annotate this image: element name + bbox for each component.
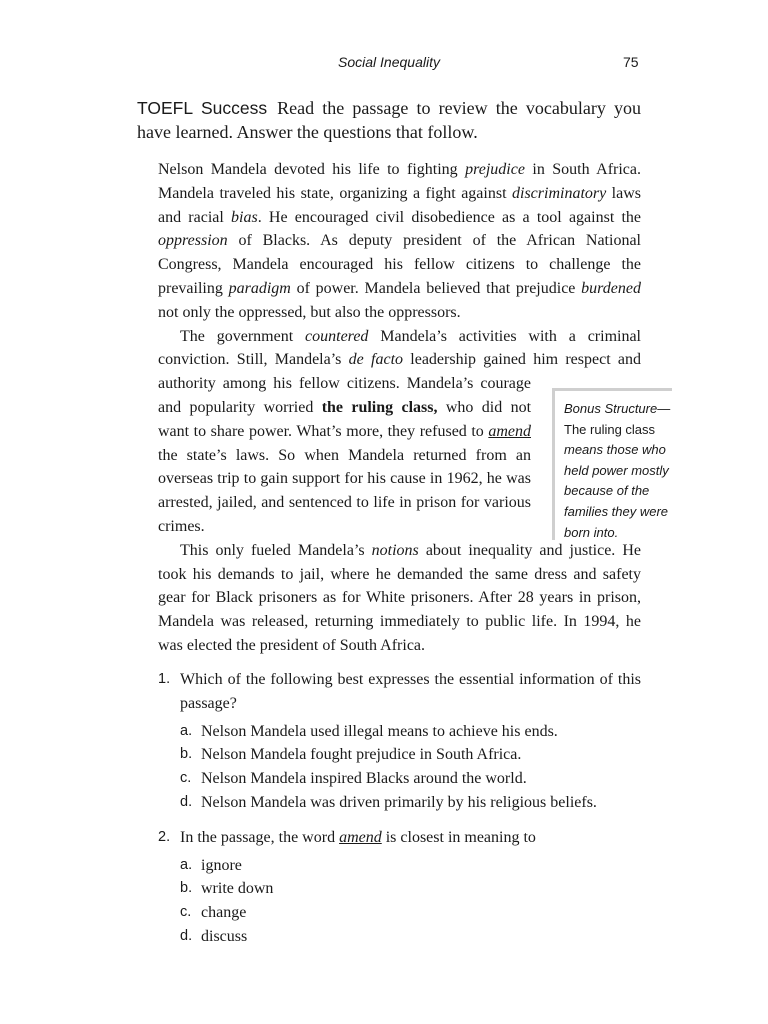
vocab-word: oppression (158, 232, 228, 250)
option-letter: b. (180, 880, 193, 897)
option-letter: d. (180, 927, 193, 944)
answer-option[interactable] (180, 743, 641, 767)
sidebar-definition: means those who held power mostly because of the families they were born into. (564, 442, 669, 540)
question-list (158, 668, 641, 949)
option-text: Nelson Mandela was driven primarily by his religious beliefs. (201, 793, 597, 811)
vocab-word: de facto (348, 351, 404, 369)
answer-option[interactable] (180, 877, 641, 901)
answer-option[interactable] (180, 925, 641, 949)
answer-option[interactable] (180, 791, 641, 815)
vocab-word: paradigm (228, 279, 291, 297)
question-keyword: amend (339, 828, 382, 846)
question-2 (158, 826, 641, 949)
option-text: change (201, 904, 247, 922)
passage-paragraph-2: The government countered Mandela’s activities with a criminal conviction. Still, Mandela’s de facto leadership gained him respect and authority among his fellow citizens. Mandela’s courage and popularity worried the ruling class, who did not want to share power. What’s more, they refused to amend the state’s laws. So when Mandela returned from an overseas trip to gain support for his cause in 1962, he was arrested, jailed, and sentenced to life in prison for various crimes. (158, 327, 642, 535)
option-text: write down (201, 880, 274, 898)
option-letter: d. (180, 793, 193, 810)
bonus-structure-sidebar (552, 388, 672, 540)
vocab-word: countered (305, 327, 369, 345)
option-letter: a. (180, 856, 193, 873)
answer-option[interactable] (180, 720, 641, 744)
option-letter: a. (180, 722, 193, 739)
option-letter: c. (180, 904, 192, 921)
answer-options (180, 720, 641, 815)
question-number: 2. (158, 828, 171, 845)
page-number: 75 (623, 54, 639, 70)
option-text: ignore (201, 856, 242, 874)
page-header (0, 54, 768, 74)
question-text: Which of the following best expresses the essential information of this passage? (180, 671, 641, 712)
answer-option[interactable] (180, 854, 641, 878)
passage-paragraph-3: This only fueled Mandela’s notions about inequality and justice. He took his demands to jail, where he demanded the same dress and safety gear for Black prisoners as for White prisoners. After 28 years in prison, Mandela was released, returning immediately to public life. In 1994, he was elected the president of South Africa. (158, 541, 642, 654)
section-intro (137, 96, 641, 144)
vocab-word: burdened (581, 279, 641, 297)
section-label: TOEFL Success (137, 98, 268, 118)
answer-option[interactable] (180, 767, 641, 791)
running-title: Social Inequality (338, 54, 440, 70)
option-text: discuss (201, 927, 248, 945)
option-letter: c. (180, 770, 192, 787)
sidebar-term: The ruling class (564, 421, 656, 437)
vocab-word: discriminatory (512, 184, 607, 202)
vocab-word-underlined: amend (488, 422, 531, 440)
answer-options (180, 854, 641, 949)
option-text: Nelson Mandela fought prejudice in South Africa. (201, 746, 522, 764)
question-text: In the passage, the word amend is closest in meaning to (180, 828, 536, 846)
vocab-word: bias (231, 208, 258, 226)
option-text: Nelson Mandela used illegal means to achieve his ends. (201, 722, 558, 740)
option-text: Nelson Mandela inspired Blacks around the world. (201, 770, 527, 788)
bonus-structure-phrase: the ruling class, (321, 398, 438, 416)
passage-paragraph-1: Nelson Mandela devoted his life to fighting prejudice in South Africa. Mandela traveled his state, organizing a fight against discriminatory laws and racial bias. He encouraged civil disobedience as a tool against the oppression of Blacks. As deputy president of the African National Congress, Mandela encouraged his fellow citizens to challenge the prevailing paradigm of power. Mandela believed that prejudice burdened not only the oppressed, but also the oppressors. (158, 161, 642, 321)
question-1 (158, 668, 641, 815)
intro-instructions: Read the passage to review the vocabulary you have learned. Answer the questions that follow. (137, 98, 641, 142)
option-letter: b. (180, 746, 193, 763)
answer-option[interactable] (180, 901, 641, 925)
question-number: 1. (158, 671, 171, 687)
vocab-word: prejudice (465, 161, 525, 178)
vocab-word: notions (371, 541, 419, 559)
sidebar-label: Bonus Structure— (564, 401, 671, 416)
